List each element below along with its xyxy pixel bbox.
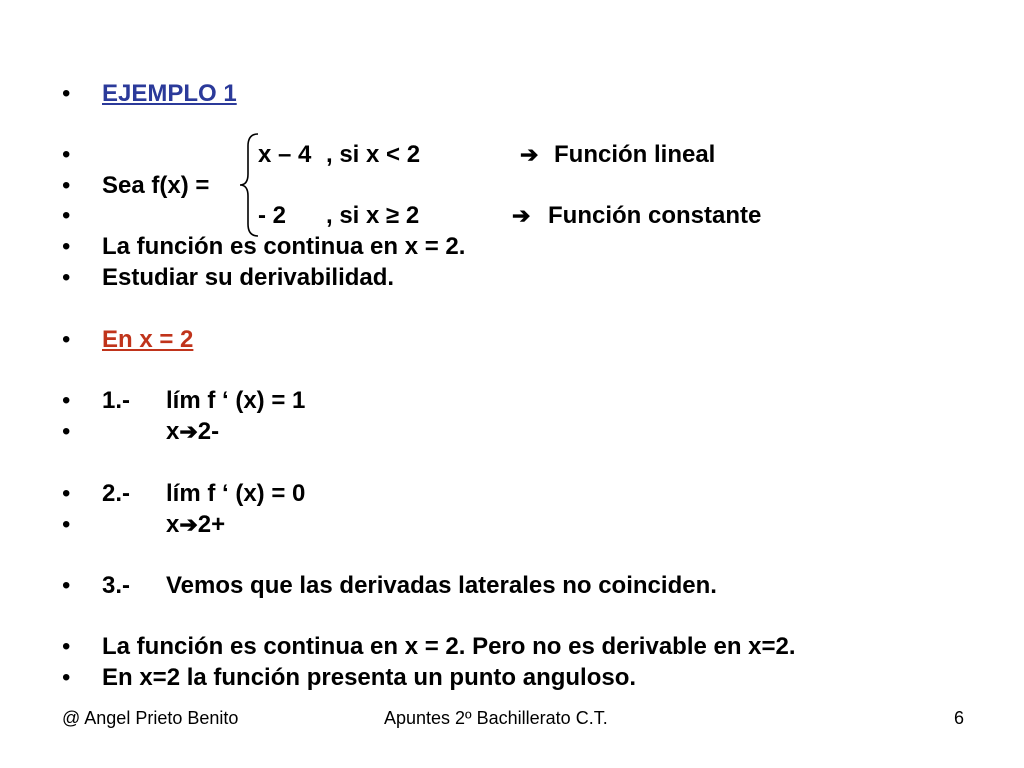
step3-number: 3.- <box>102 572 131 599</box>
footer-author: @ Angel Prieto Benito <box>62 708 239 728</box>
section-heading: En x = 2 <box>102 326 194 353</box>
footer-course: Apuntes 2º Bachillerato C.T. <box>384 708 608 728</box>
case1-expression: x – 4 <box>258 141 312 168</box>
arrow-right-icon: ➔ <box>512 203 531 228</box>
bullet: • <box>62 633 71 660</box>
step1-limit: lím f ‘ (x) = 1 <box>166 387 306 414</box>
bullet: • <box>62 664 71 691</box>
bullet: • <box>62 418 71 445</box>
task-statement: Estudiar su derivabilidad. <box>102 264 395 291</box>
step2-limit: lím f ‘ (x) = 0 <box>166 480 306 507</box>
conclusion-text: En x=2 la función presenta un punto anguloso. <box>102 664 637 691</box>
step1-number: 1.- <box>102 387 131 414</box>
step1-limit-variable: x➔2- <box>166 416 219 448</box>
bullet: • <box>62 172 71 199</box>
case1-description: Función lineal <box>554 141 716 168</box>
bullet: • <box>62 233 71 260</box>
arrow-right-icon: ➔ <box>179 419 198 444</box>
function-definition-label: Sea f(x) = <box>102 172 210 199</box>
bullet: • <box>62 572 71 599</box>
example-title: EJEMPLO 1 <box>102 80 237 107</box>
bullet: • <box>62 387 71 414</box>
footer-page-number: 6 <box>954 708 965 728</box>
bullet: • <box>62 264 71 291</box>
bullet: • <box>62 326 71 353</box>
case2-description: Función constante <box>548 202 762 229</box>
case1-condition: , si x < 2 <box>326 141 421 168</box>
case2-expression: - 2 <box>258 202 287 229</box>
bullet: • <box>62 511 71 538</box>
bullet: • <box>62 80 71 107</box>
step2-limit-variable: x➔2+ <box>166 509 225 541</box>
arrow-right-icon: ➔ <box>179 512 198 537</box>
bullet: • <box>62 480 71 507</box>
case2-condition: , si x ≥ 2 <box>326 202 420 229</box>
continuity-statement: La función es continua en x = 2. <box>102 233 466 260</box>
conclusion-text: La función es continua en x = 2. Pero no es derivable en x=2. <box>102 633 796 660</box>
arrow-right-icon: ➔ <box>520 142 539 167</box>
bullet: • <box>62 141 71 168</box>
bullet: • <box>62 202 71 229</box>
step3-text: Vemos que las derivadas laterales no coinciden. <box>166 572 717 599</box>
step2-number: 2.- <box>102 480 131 507</box>
